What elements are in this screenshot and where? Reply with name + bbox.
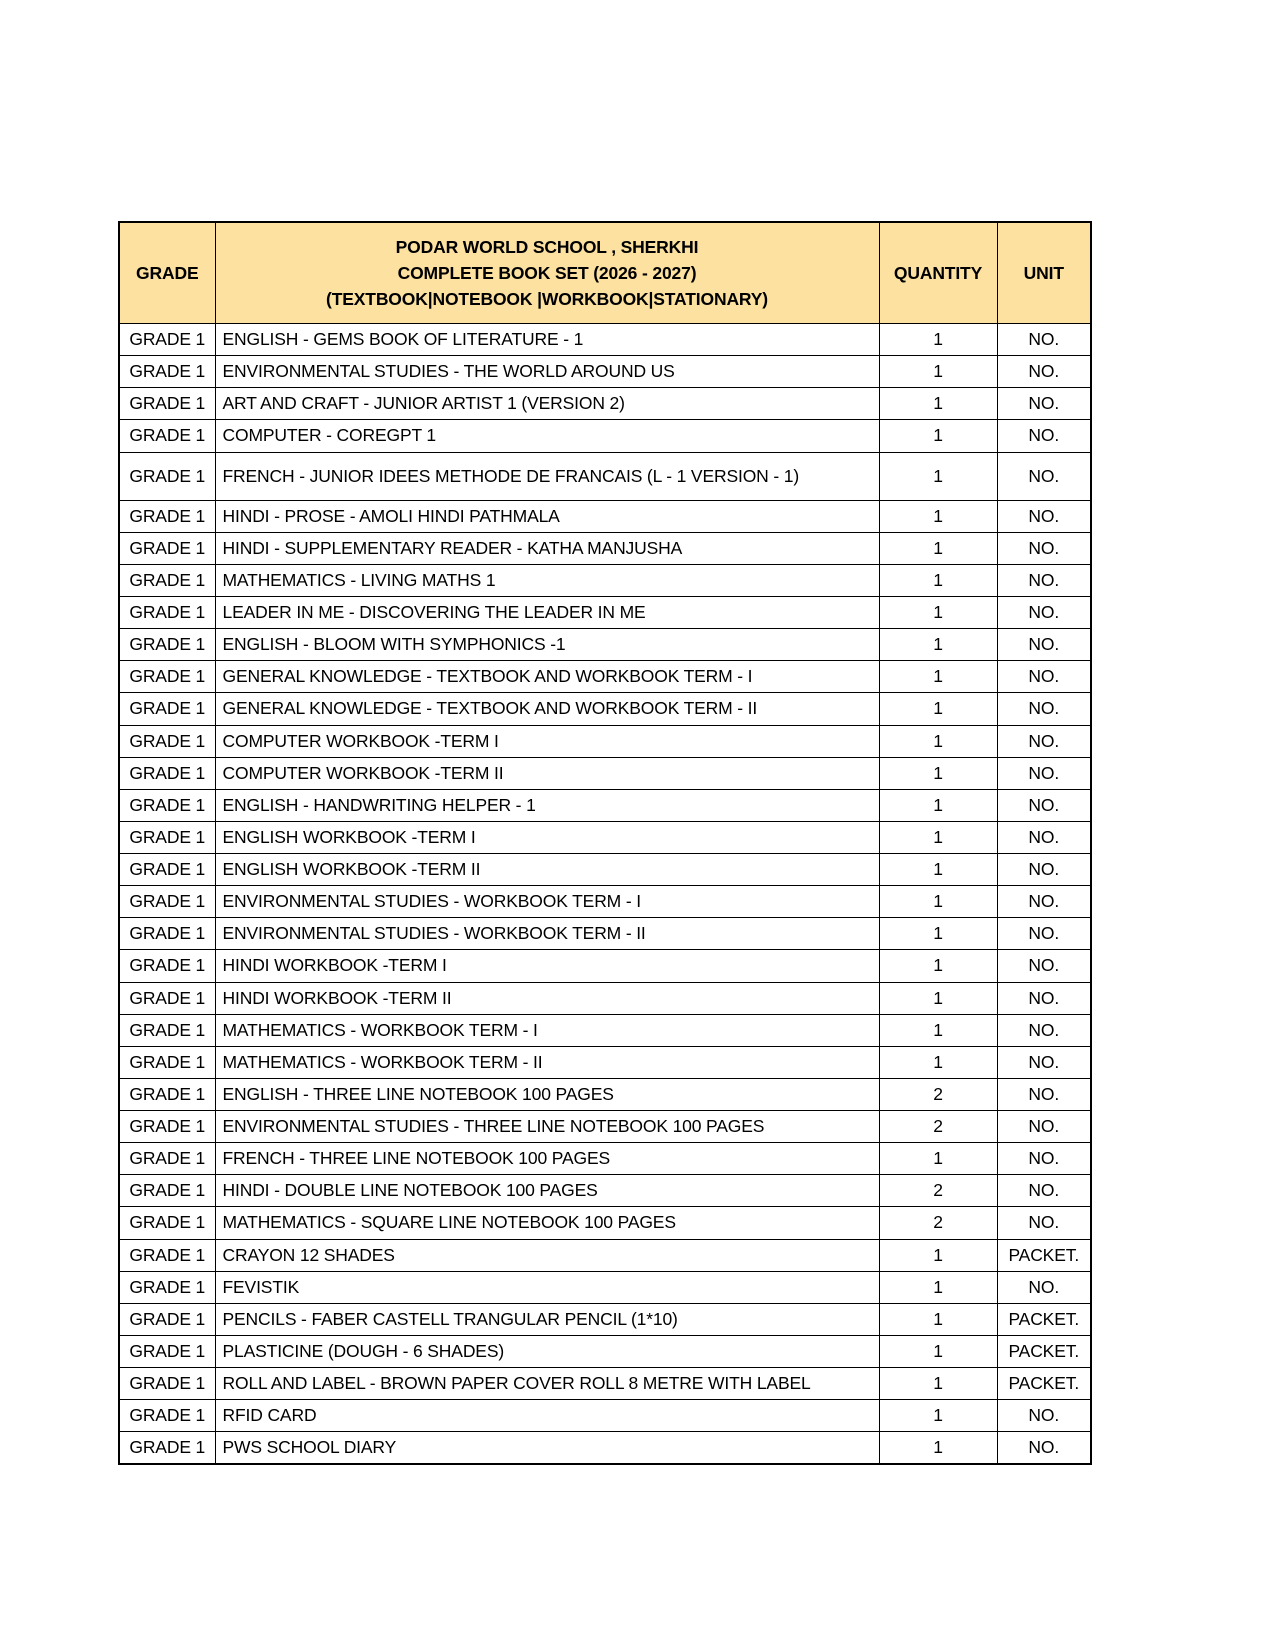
table-row xyxy=(119,725,1091,757)
cell-unit: NO. xyxy=(997,982,1091,1014)
table-row xyxy=(119,1207,1091,1239)
table-row xyxy=(119,388,1091,420)
column-header-quantity: QUANTITY xyxy=(879,222,997,324)
cell-grade: GRADE 1 xyxy=(119,420,215,452)
cell-quantity: 1 xyxy=(879,388,997,420)
cell-quantity: 1 xyxy=(879,356,997,388)
table-row xyxy=(119,950,1091,982)
cell-description: HINDI - PROSE - AMOLI HINDI PATHMALA xyxy=(215,500,879,532)
cell-grade: GRADE 1 xyxy=(119,693,215,725)
cell-quantity: 1 xyxy=(879,757,997,789)
table-header xyxy=(119,222,1091,324)
cell-unit: NO. xyxy=(997,1175,1091,1207)
table-row xyxy=(119,693,1091,725)
cell-description: PLASTICINE (DOUGH - 6 SHADES) xyxy=(215,1335,879,1367)
cell-quantity: 2 xyxy=(879,1111,997,1143)
table-row xyxy=(119,452,1091,500)
table-row xyxy=(119,324,1091,356)
cell-quantity: 1 xyxy=(879,532,997,564)
cell-description: GENERAL KNOWLEDGE - TEXTBOOK AND WORKBOOK TERM - I xyxy=(215,661,879,693)
cell-description: CRAYON 12 SHADES xyxy=(215,1239,879,1271)
cell-grade: GRADE 1 xyxy=(119,532,215,564)
cell-quantity: 1 xyxy=(879,982,997,1014)
cell-grade: GRADE 1 xyxy=(119,1014,215,1046)
cell-quantity: 1 xyxy=(879,1432,997,1465)
cell-grade: GRADE 1 xyxy=(119,661,215,693)
cell-quantity: 1 xyxy=(879,564,997,596)
cell-quantity: 1 xyxy=(879,821,997,853)
table-row xyxy=(119,1400,1091,1432)
cell-unit: PACKET. xyxy=(997,1239,1091,1271)
table-row xyxy=(119,1432,1091,1465)
cell-grade: GRADE 1 xyxy=(119,597,215,629)
cell-description: ENGLISH - BLOOM WITH SYMPHONICS -1 xyxy=(215,629,879,661)
cell-unit: NO. xyxy=(997,661,1091,693)
cell-unit: NO. xyxy=(997,324,1091,356)
cell-description: ENGLISH - HANDWRITING HELPER - 1 xyxy=(215,789,879,821)
cell-unit: NO. xyxy=(997,1143,1091,1175)
cell-unit: NO. xyxy=(997,693,1091,725)
cell-unit: NO. xyxy=(997,500,1091,532)
cell-description: HINDI - DOUBLE LINE NOTEBOOK 100 PAGES xyxy=(215,1175,879,1207)
cell-quantity: 1 xyxy=(879,1368,997,1400)
cell-description: ENGLISH WORKBOOK -TERM II xyxy=(215,854,879,886)
cell-grade: GRADE 1 xyxy=(119,1432,215,1465)
cell-grade: GRADE 1 xyxy=(119,1368,215,1400)
cell-quantity: 1 xyxy=(879,789,997,821)
cell-quantity: 1 xyxy=(879,1239,997,1271)
cell-unit: NO. xyxy=(997,1046,1091,1078)
cell-grade: GRADE 1 xyxy=(119,1046,215,1078)
table-row xyxy=(119,854,1091,886)
cell-description: COMPUTER - COREGPT 1 xyxy=(215,420,879,452)
cell-description: ROLL AND LABEL - BROWN PAPER COVER ROLL 8 METRE WITH LABEL xyxy=(215,1368,879,1400)
cell-grade: GRADE 1 xyxy=(119,789,215,821)
cell-unit: NO. xyxy=(997,356,1091,388)
column-header-unit: UNIT xyxy=(997,222,1091,324)
cell-grade: GRADE 1 xyxy=(119,1239,215,1271)
cell-description: ENVIRONMENTAL STUDIES - THE WORLD AROUND US xyxy=(215,356,879,388)
cell-grade: GRADE 1 xyxy=(119,1303,215,1335)
table-row xyxy=(119,821,1091,853)
cell-grade: GRADE 1 xyxy=(119,982,215,1014)
cell-unit: NO. xyxy=(997,564,1091,596)
cell-unit: NO. xyxy=(997,725,1091,757)
table-row xyxy=(119,918,1091,950)
document-title-cell xyxy=(215,222,879,324)
title-line-school: PODAR WORLD SCHOOL , SHERKHI xyxy=(395,236,699,257)
cell-description: MATHEMATICS - WORKBOOK TERM - I xyxy=(215,1014,879,1046)
cell-quantity: 1 xyxy=(879,500,997,532)
cell-quantity: 1 xyxy=(879,854,997,886)
cell-description: FEVISTIK xyxy=(215,1271,879,1303)
cell-quantity: 1 xyxy=(879,1400,997,1432)
cell-quantity: 1 xyxy=(879,693,997,725)
cell-description: HINDI WORKBOOK -TERM II xyxy=(215,982,879,1014)
cell-grade: GRADE 1 xyxy=(119,725,215,757)
cell-description: MATHEMATICS - SQUARE LINE NOTEBOOK 100 PAGES xyxy=(215,1207,879,1239)
cell-quantity: 1 xyxy=(879,1014,997,1046)
table-row xyxy=(119,789,1091,821)
cell-description: COMPUTER WORKBOOK -TERM I xyxy=(215,725,879,757)
table-row xyxy=(119,1111,1091,1143)
cell-grade: GRADE 1 xyxy=(119,821,215,853)
table-row xyxy=(119,564,1091,596)
cell-quantity: 1 xyxy=(879,1335,997,1367)
cell-grade: GRADE 1 xyxy=(119,1111,215,1143)
cell-quantity: 2 xyxy=(879,1175,997,1207)
cell-grade: GRADE 1 xyxy=(119,564,215,596)
cell-unit: NO. xyxy=(997,1078,1091,1110)
cell-grade: GRADE 1 xyxy=(119,1078,215,1110)
cell-unit: NO. xyxy=(997,1207,1091,1239)
table-row xyxy=(119,1014,1091,1046)
cell-description: FRENCH - THREE LINE NOTEBOOK 100 PAGES xyxy=(215,1143,879,1175)
cell-quantity: 1 xyxy=(879,452,997,500)
cell-description: PWS SCHOOL DIARY xyxy=(215,1432,879,1465)
cell-description: HINDI WORKBOOK -TERM I xyxy=(215,950,879,982)
table-row xyxy=(119,661,1091,693)
table-row xyxy=(119,1368,1091,1400)
cell-quantity: 1 xyxy=(879,950,997,982)
cell-grade: GRADE 1 xyxy=(119,886,215,918)
table-row xyxy=(119,1046,1091,1078)
cell-description: ENGLISH - THREE LINE NOTEBOOK 100 PAGES xyxy=(215,1078,879,1110)
cell-grade: GRADE 1 xyxy=(119,629,215,661)
cell-quantity: 1 xyxy=(879,661,997,693)
cell-description: LEADER IN ME - DISCOVERING THE LEADER IN ME xyxy=(215,597,879,629)
cell-grade: GRADE 1 xyxy=(119,1143,215,1175)
cell-description: ART AND CRAFT - JUNIOR ARTIST 1 (VERSION 2) xyxy=(215,388,879,420)
cell-unit: NO. xyxy=(997,950,1091,982)
cell-unit: NO. xyxy=(997,388,1091,420)
cell-unit: NO. xyxy=(997,597,1091,629)
cell-unit: PACKET. xyxy=(997,1303,1091,1335)
cell-quantity: 1 xyxy=(879,1271,997,1303)
cell-unit: PACKET. xyxy=(997,1368,1091,1400)
book-list-sheet xyxy=(118,221,1090,1465)
title-line-categories: (TEXTBOOK|NOTEBOOK |WORKBOOK|STATIONARY) xyxy=(326,289,768,310)
cell-description: ENVIRONMENTAL STUDIES - WORKBOOK TERM - II xyxy=(215,918,879,950)
table-row xyxy=(119,1303,1091,1335)
cell-description: ENVIRONMENTAL STUDIES - THREE LINE NOTEBOOK 100 PAGES xyxy=(215,1111,879,1143)
cell-unit: NO. xyxy=(997,1271,1091,1303)
cell-grade: GRADE 1 xyxy=(119,356,215,388)
cell-grade: GRADE 1 xyxy=(119,1175,215,1207)
cell-unit: NO. xyxy=(997,918,1091,950)
cell-description: MATHEMATICS - LIVING MATHS 1 xyxy=(215,564,879,596)
cell-quantity: 1 xyxy=(879,1046,997,1078)
table-row xyxy=(119,500,1091,532)
cell-grade: GRADE 1 xyxy=(119,1335,215,1367)
table-row xyxy=(119,1175,1091,1207)
table-row xyxy=(119,356,1091,388)
cell-grade: GRADE 1 xyxy=(119,854,215,886)
table-body xyxy=(119,324,1091,1465)
cell-unit: NO. xyxy=(997,1014,1091,1046)
table-row xyxy=(119,1078,1091,1110)
cell-unit: PACKET. xyxy=(997,1335,1091,1367)
header-row xyxy=(119,222,1091,324)
table-row xyxy=(119,886,1091,918)
cell-unit: NO. xyxy=(997,420,1091,452)
cell-grade: GRADE 1 xyxy=(119,757,215,789)
cell-unit: NO. xyxy=(997,854,1091,886)
cell-grade: GRADE 1 xyxy=(119,950,215,982)
cell-unit: NO. xyxy=(997,1111,1091,1143)
cell-description: FRENCH - JUNIOR IDEES METHODE DE FRANCAIS (L - 1 VERSION - 1) xyxy=(215,452,879,500)
cell-quantity: 1 xyxy=(879,918,997,950)
cell-quantity: 1 xyxy=(879,597,997,629)
cell-description: HINDI - SUPPLEMENTARY READER - KATHA MANJUSHA xyxy=(215,532,879,564)
table-row xyxy=(119,757,1091,789)
cell-quantity: 1 xyxy=(879,629,997,661)
cell-description: MATHEMATICS - WORKBOOK TERM - II xyxy=(215,1046,879,1078)
title-line-bookset: COMPLETE BOOK SET (2026 - 2027) xyxy=(397,262,697,283)
table-row xyxy=(119,982,1091,1014)
cell-grade: GRADE 1 xyxy=(119,500,215,532)
table-row xyxy=(119,629,1091,661)
cell-description: COMPUTER WORKBOOK -TERM II xyxy=(215,757,879,789)
cell-unit: NO. xyxy=(997,452,1091,500)
cell-grade: GRADE 1 xyxy=(119,324,215,356)
cell-grade: GRADE 1 xyxy=(119,1400,215,1432)
table-row xyxy=(119,1271,1091,1303)
cell-description: ENGLISH WORKBOOK -TERM I xyxy=(215,821,879,853)
cell-unit: NO. xyxy=(997,1432,1091,1465)
cell-description: RFID CARD xyxy=(215,1400,879,1432)
cell-quantity: 1 xyxy=(879,420,997,452)
cell-unit: NO. xyxy=(997,789,1091,821)
table-row xyxy=(119,532,1091,564)
cell-description: ENVIRONMENTAL STUDIES - WORKBOOK TERM - I xyxy=(215,886,879,918)
cell-grade: GRADE 1 xyxy=(119,388,215,420)
cell-grade: GRADE 1 xyxy=(119,1271,215,1303)
cell-unit: NO. xyxy=(997,629,1091,661)
column-header-grade: GRADE xyxy=(119,222,215,324)
cell-quantity: 2 xyxy=(879,1078,997,1110)
complete-book-set-table xyxy=(118,221,1092,1465)
cell-quantity: 1 xyxy=(879,886,997,918)
cell-unit: NO. xyxy=(997,886,1091,918)
table-row xyxy=(119,1143,1091,1175)
cell-unit: NO. xyxy=(997,532,1091,564)
table-row xyxy=(119,597,1091,629)
cell-quantity: 1 xyxy=(879,725,997,757)
cell-unit: NO. xyxy=(997,757,1091,789)
cell-description: GENERAL KNOWLEDGE - TEXTBOOK AND WORKBOOK TERM - II xyxy=(215,693,879,725)
cell-unit: NO. xyxy=(997,1400,1091,1432)
cell-quantity: 1 xyxy=(879,324,997,356)
cell-grade: GRADE 1 xyxy=(119,1207,215,1239)
table-row xyxy=(119,1335,1091,1367)
cell-quantity: 2 xyxy=(879,1207,997,1239)
cell-quantity: 1 xyxy=(879,1303,997,1335)
cell-grade: GRADE 1 xyxy=(119,918,215,950)
cell-unit: NO. xyxy=(997,821,1091,853)
cell-description: ENGLISH - GEMS BOOK OF LITERATURE - 1 xyxy=(215,324,879,356)
cell-grade: GRADE 1 xyxy=(119,452,215,500)
table-row xyxy=(119,1239,1091,1271)
cell-description: PENCILS - FABER CASTELL TRANGULAR PENCIL (1*10) xyxy=(215,1303,879,1335)
table-row xyxy=(119,420,1091,452)
cell-quantity: 1 xyxy=(879,1143,997,1175)
